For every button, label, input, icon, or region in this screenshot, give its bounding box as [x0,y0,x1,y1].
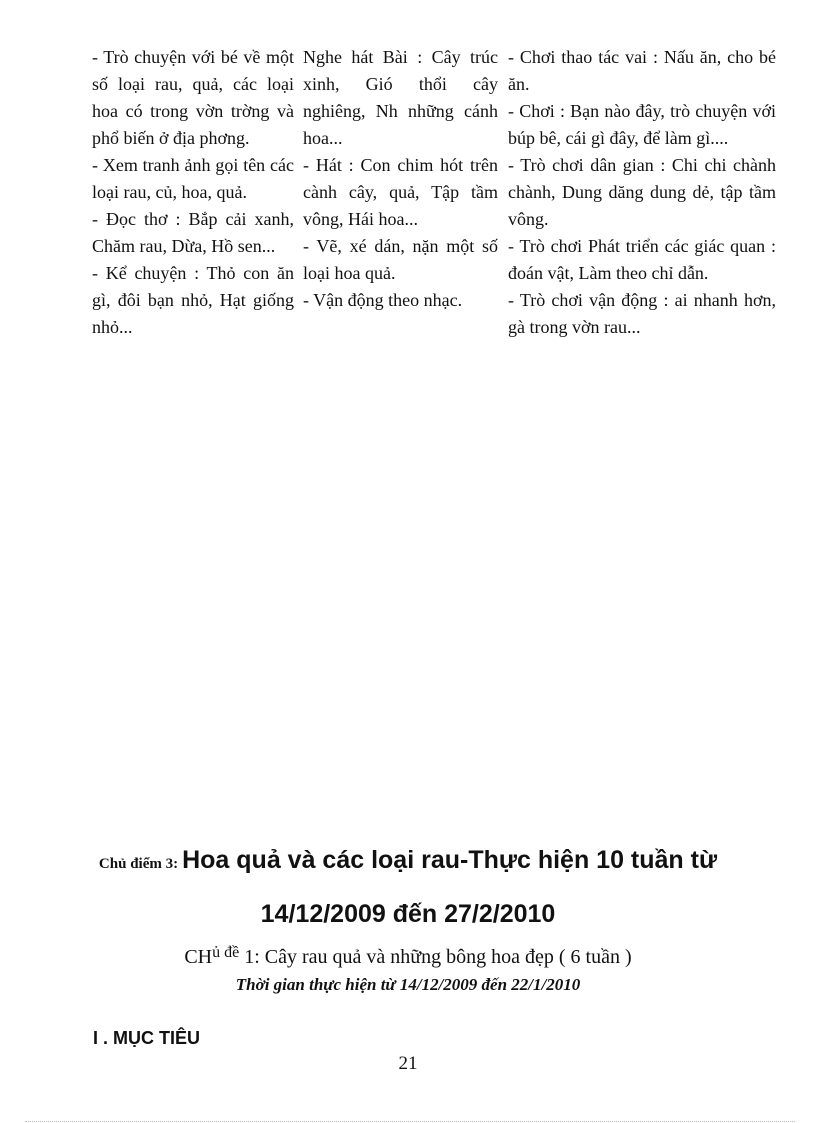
subtopic-text: 1: Cây rau quả và những bông hoa đẹp ( 6 tuần ) [244,946,632,968]
col3-item: - Chơi thao tác vai : Nấu ăn, cho bé ăn. [508,47,776,94]
theme-title: Hoa quả và các loại rau-Thực hiện 10 tuần từ [182,846,718,874]
theme-heading [0,846,816,875]
col2-item: Nghe hát Bài : Cây trúc xinh, Gió thổi cây nghiêng, Nh những cánh hoa... [303,47,498,148]
theme-prefix: Chủ điểm 3: [98,856,179,872]
section-title: I . MỤC TIÊU [93,1028,200,1048]
theme-dates [0,900,816,929]
activity-column-3 [508,44,776,341]
activity-column-2 [303,44,498,314]
col3-item: - Trò chơi vận động : ai nhanh hơn, gà trong vờn rau... [508,290,776,337]
col2-item: - Vẽ, xé dán, nặn một số loại hoa quả. [303,236,498,283]
col1-item: - Xem tranh ảnh gọi tên các loại rau, củ, hoa, quả. [92,155,294,202]
page-number: 21 [398,1053,418,1074]
col3-item: - Trò chơi dân gian : Chi chi chành chành, Dung dăng dung dẻ, tập tầm vông. [508,155,776,229]
implementation-time: Thời gian thực hiện từ 14/12/2009 đến 22/1/2010 [235,975,581,994]
col1-item: - Trò chuyện với bé về một số loại rau, quả, các loại hoa có trong vờn trờng và phổ biến ở địa phơng. [92,47,294,148]
col2-item: - Hát : Con chim hót trên cành cây, quả, Tập tầm vông, Hái hoa... [303,155,498,229]
col2-item: - Vận động theo nhạc. [303,290,463,310]
subtopic-heading [0,946,816,969]
theme-date-range: 14/12/2009 đến 27/2/2010 [260,900,556,928]
col1-item: - Đọc thơ : Bắp cải xanh, Chăm rau, Dừa, Hồ sen... [92,209,294,256]
col3-item: - Trò chơi Phát triển các giác quan : đoán vật, Làm theo chỉ dẫn. [508,236,776,283]
col1-item: - Kể chuyện : Thỏ con ăn gì, đôi bạn nhỏ, Hạt giống nhỏ... [92,263,294,337]
subtopic-raised: ủ đề [212,944,240,961]
col3-item: - Chơi : Bạn nào đây, trò chuyện với búp bê, cái gì đây, để làm gì.... [508,101,776,148]
subtopic-prefix: CH [184,946,213,968]
activity-column-1 [92,44,294,341]
footer-divider [25,1121,795,1122]
